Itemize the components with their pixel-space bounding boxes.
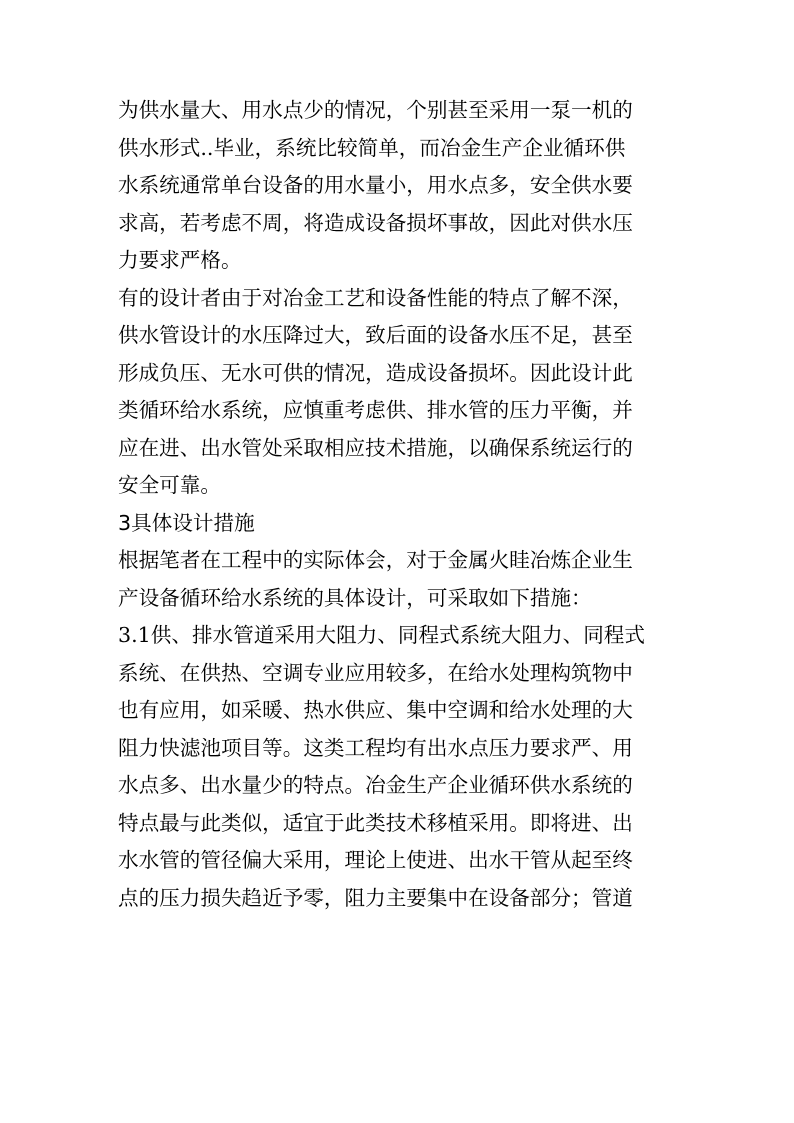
text-line: 应在进、出水管处采取相应技术措施，以确保系统运行的	[118, 435, 633, 460]
text-line: 3.1供、排水管道采用大阻力、同程式系统大阻力、同程式	[118, 623, 645, 647]
text-line: 点的压力损失趋近予零，阻力主要集中在设备部分；管道	[118, 885, 633, 910]
text-line: 阻力快滤池项目等。这类工程均有出水点压力要求严、用	[118, 735, 633, 760]
text-line: 求高，若考虑不周，将造成设备损坏事故，因此对供水压	[118, 210, 633, 235]
text-line: 也有应用，如采暖、热水供应、集中空调和给水处理的大	[118, 698, 633, 722]
text-line: 产设备循环给水系统的具体设计，可采取如下措施：	[118, 585, 592, 610]
text-line: 力要求严格。	[118, 248, 242, 272]
text-line: 类循环给水系统，应慎重考虑供、排水管的压力平衡，并	[118, 398, 633, 422]
text-line: 系统、在供热、空调专业应用较多，在给水处理构筑物中	[118, 660, 633, 685]
text-line: 根据笔者在工程中的实际体会，对于金属火眭冶炼企业生	[118, 548, 633, 572]
text-line: 供水形式..毕业，系统比较简单，而冶金生产企业循环供	[118, 135, 626, 160]
section-heading: 3具体设计措施	[118, 510, 255, 535]
text-line: 安全可靠。	[118, 473, 221, 497]
text-line: 水水管的管径偏大采用，理论上使进、出水干管从起至终	[118, 848, 633, 872]
text-line: 为供水量大、用水点少的情况，个别甚至采用一泵一机的	[118, 98, 633, 122]
text-line: 有的设计者由于对冶金工艺和设备性能的特点了解不深，	[118, 285, 633, 310]
text-line: 形成负压、无水可供的情况，造成设备损坏。因此设计此	[118, 360, 633, 385]
document-body	[118, 92, 678, 917]
text-line: 水点多、出水量少的特点。冶金生产企业循环供水系统的	[118, 773, 633, 797]
text-line: 供水管设计的水压降过大，致后面的设备水压不足，甚至	[118, 323, 633, 347]
text-line: 水系统通常单台设备的用水量小，用水点多，安全供水要	[118, 173, 633, 197]
text-line: 特点最与此类似，适宜于此类技术移植采用。即将进、出	[118, 810, 633, 835]
